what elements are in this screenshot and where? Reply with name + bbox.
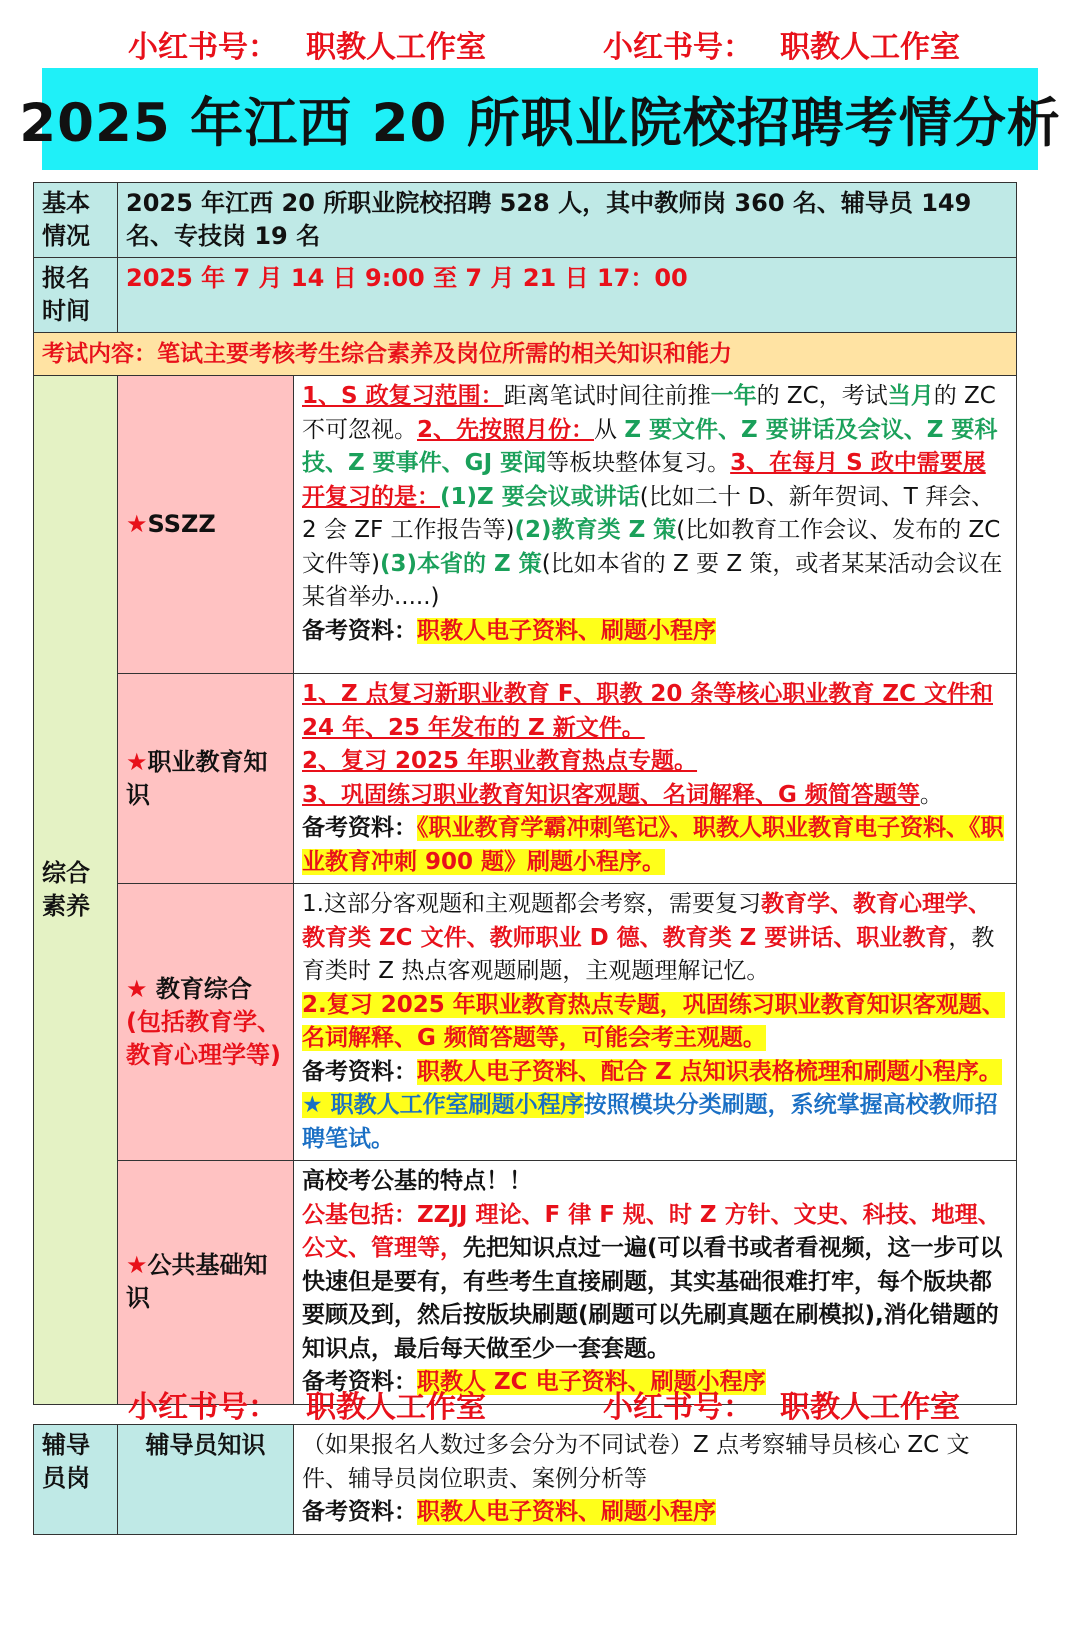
row-signup: [34, 258, 1017, 333]
public-body: [294, 1161, 1017, 1405]
public-ref: 职教人 ZC 电子资料、刷题小程序: [417, 1369, 766, 1395]
watermark-studio: 职教人工作室: [306, 30, 486, 65]
counselor-label: 辅导员岗: [34, 1425, 118, 1535]
star-icon: ★: [126, 747, 148, 776]
basic-text: 2025 年江西 20 所职业院校招聘 528 人，其中教师岗 360 名、辅导员 149 名、专技岗 19 名: [118, 183, 1017, 258]
edu-p2: 2.复习 2025 年: [302, 991, 476, 1018]
vocational-ref: 《职业教育学霸冲刺笔记》、职教人职业教育电子资料、《职业教育冲刺 900 题》刷题小程序。: [302, 815, 1004, 875]
vocational-l3-end: 。: [919, 781, 943, 808]
sszz-text: (比如教育工作会议、发布的 ZC 文件等): [302, 517, 1001, 577]
sszz-name-cell: [118, 376, 294, 674]
ref-label: 备考资料：: [302, 815, 417, 841]
counselor-ref: 职教人电子资料、刷题小程序: [417, 1499, 716, 1525]
public-p1: 公基包括：ZZJJ 理论、F 律 F 规、时 Z 方针、文史、科技、地理、公文、管理等，: [302, 1201, 1001, 1261]
page-title: 2025 年江西 20 所职业院校招聘考情分析: [19, 93, 1061, 154]
star-icon: ★: [126, 1251, 148, 1280]
watermark-studio: 职教人工作室: [780, 1390, 960, 1425]
counselor-name: 辅导员知识: [118, 1425, 294, 1535]
title-banner: [19, 68, 1061, 170]
ref-label: 备考资料：: [302, 1058, 417, 1085]
sszz-text: 等板块整体复习。: [546, 450, 731, 476]
edu-sub: (包括教育学、教育心理学等): [126, 1007, 281, 1069]
row-counselor: [34, 1425, 1017, 1535]
vocational-l2: 2、复习 2025 年职业教育热点专题。: [302, 748, 698, 774]
star-icon: ★: [126, 510, 148, 538]
sszz-p2-heading: 2、先按照月份：: [417, 416, 595, 443]
watermark-label: 小红书号：: [128, 1390, 278, 1425]
counselor-text: （如果报名人数过多会分为不同试卷）Z 点考察辅导员核心 ZC 文件、辅导员岗位职责、案例分析等: [302, 1432, 970, 1492]
row-basic: [34, 183, 1017, 258]
edu-ref: 职教人电子资料、配合 Z 点知识表格梳理和刷题小程序。: [417, 1058, 1002, 1085]
edu-text: 教育学、教育心理学、教育类 ZC 文件、教师职业 D 德、教育类 Z 要讲话、职业教育: [302, 891, 991, 951]
counselor-body: [294, 1425, 1017, 1535]
edu-name: 教育综合: [155, 974, 252, 1003]
sszz-name: SSZZ: [147, 510, 216, 538]
ref-label: 备考资料：: [302, 617, 417, 644]
watermark-studio: 职教人工作室: [306, 1390, 486, 1425]
row-sszz: [34, 376, 1017, 674]
watermark-row-top: [0, 22, 1080, 66]
edu-text: 1.这部分客观题和主观题都会考察，需要复习: [302, 891, 761, 917]
edu-name-cell: [118, 884, 294, 1161]
edu-ref2: 按照模块分类刷题，系统掌握高校教师招聘笔试。: [302, 1092, 998, 1152]
public-p0: 高校考公基的特点！！: [302, 1168, 532, 1194]
row-exam: [34, 333, 1017, 376]
public-name-cell: [118, 1161, 294, 1405]
edu-body: [294, 884, 1017, 1161]
sszz-text: (1)Z 要会议或讲话: [440, 483, 640, 510]
edu-ref2: ★ 职教人工作室刷题小程序: [302, 1092, 584, 1118]
basic-label: 基本情况: [34, 183, 118, 258]
sszz-text: 距离笔试时间往前推: [503, 383, 711, 409]
edu-text: ，教育类时 Z 热点客观题刷题，主观题理解记忆。: [302, 924, 995, 984]
ref-label: 备考资料：: [302, 1369, 417, 1395]
sszz-p3-heading: 3、在每月 S 政中需要展开复习的是：: [302, 450, 986, 510]
exam-content: 考试内容：笔试主要考核考生综合素养及岗位所需的相关知识和能力: [34, 333, 1017, 376]
watermark-label: 小红书号：: [603, 30, 753, 65]
edu-p2: 职业教育热点专题，巩固练习职业教育知识客观题、名词解释、G 频简答题等，可能会考主观题。: [302, 991, 1005, 1051]
sszz-text: 从: [594, 416, 625, 443]
star-icon: ★: [126, 974, 148, 1003]
sszz-text: 的 ZC，考试: [756, 383, 888, 409]
sszz-text: (2)教育类 Z 策: [514, 517, 677, 543]
signup-label: 报名时间: [34, 258, 118, 333]
public-name: 公共基础知识: [126, 1251, 268, 1313]
signup-text: 2025 年 7 月 14 日 9:00 至 7 月 21 日 17：00: [118, 258, 1017, 333]
sszz-p1-heading: 1、S 政复习范围：: [302, 383, 504, 409]
sszz-text: 的 ZC 不可忽视。: [302, 383, 996, 443]
watermark-row-mid: [0, 1382, 1080, 1426]
vocational-name-cell: [118, 674, 294, 884]
watermark-label: 小红书号：: [603, 1390, 753, 1425]
ref-label: 备考资料：: [302, 1499, 417, 1525]
vocational-l3: 3、巩固练习职业教育知识客观题、名词解释、G 频简答题等: [302, 781, 920, 808]
sszz-text: (比如二十 D、新年贺词、T 拜会、2 会 ZF 工作报告等): [302, 483, 995, 543]
vocational-body: [294, 674, 1017, 884]
section-label: 综合素养: [34, 376, 118, 1405]
sszz-text: Z 要文件、Z 要讲话及会议、Z 要科技、Z 要事件、GJ 要闻: [302, 416, 998, 476]
sszz-text: 一年: [710, 383, 757, 409]
sszz-text: (比如本省的 Z 要 Z 策，或者某某活动会议在某省举办.....): [302, 550, 1003, 610]
row-public: [34, 1161, 1017, 1405]
counselor-table: [33, 1424, 1017, 1535]
watermark-studio: 职教人工作室: [780, 30, 960, 65]
sszz-body: [294, 376, 1017, 674]
public-p1: 先把知识点过一遍(可以看书或者看视频，这一步可以快速但是要有，有些考生直接刷题，其实基础很难打牢，每个版块都要顾及到，然后按版块刷题(刷题可以先刷真题在刷模拟),消化错题的知识点，最后每天做至少一套套题。: [302, 1235, 1003, 1362]
sszz-ref: 职教人电子资料、刷题小程序: [417, 617, 716, 644]
main-table: [33, 182, 1017, 1405]
sszz-text: 当月: [887, 383, 934, 409]
row-edu: [34, 884, 1017, 1161]
vocational-l1: 1、Z 点复习新职业教育 F、职教 20 条等核心职业教育 ZC 文件和 24 年、25 年发布的 Z 新文件。: [302, 681, 993, 741]
row-vocational: [34, 674, 1017, 884]
watermark-label: 小红书号：: [128, 30, 278, 65]
vocational-name: 职业教育知识: [126, 747, 268, 809]
sszz-text: (3)本省的 Z 策: [379, 550, 542, 577]
